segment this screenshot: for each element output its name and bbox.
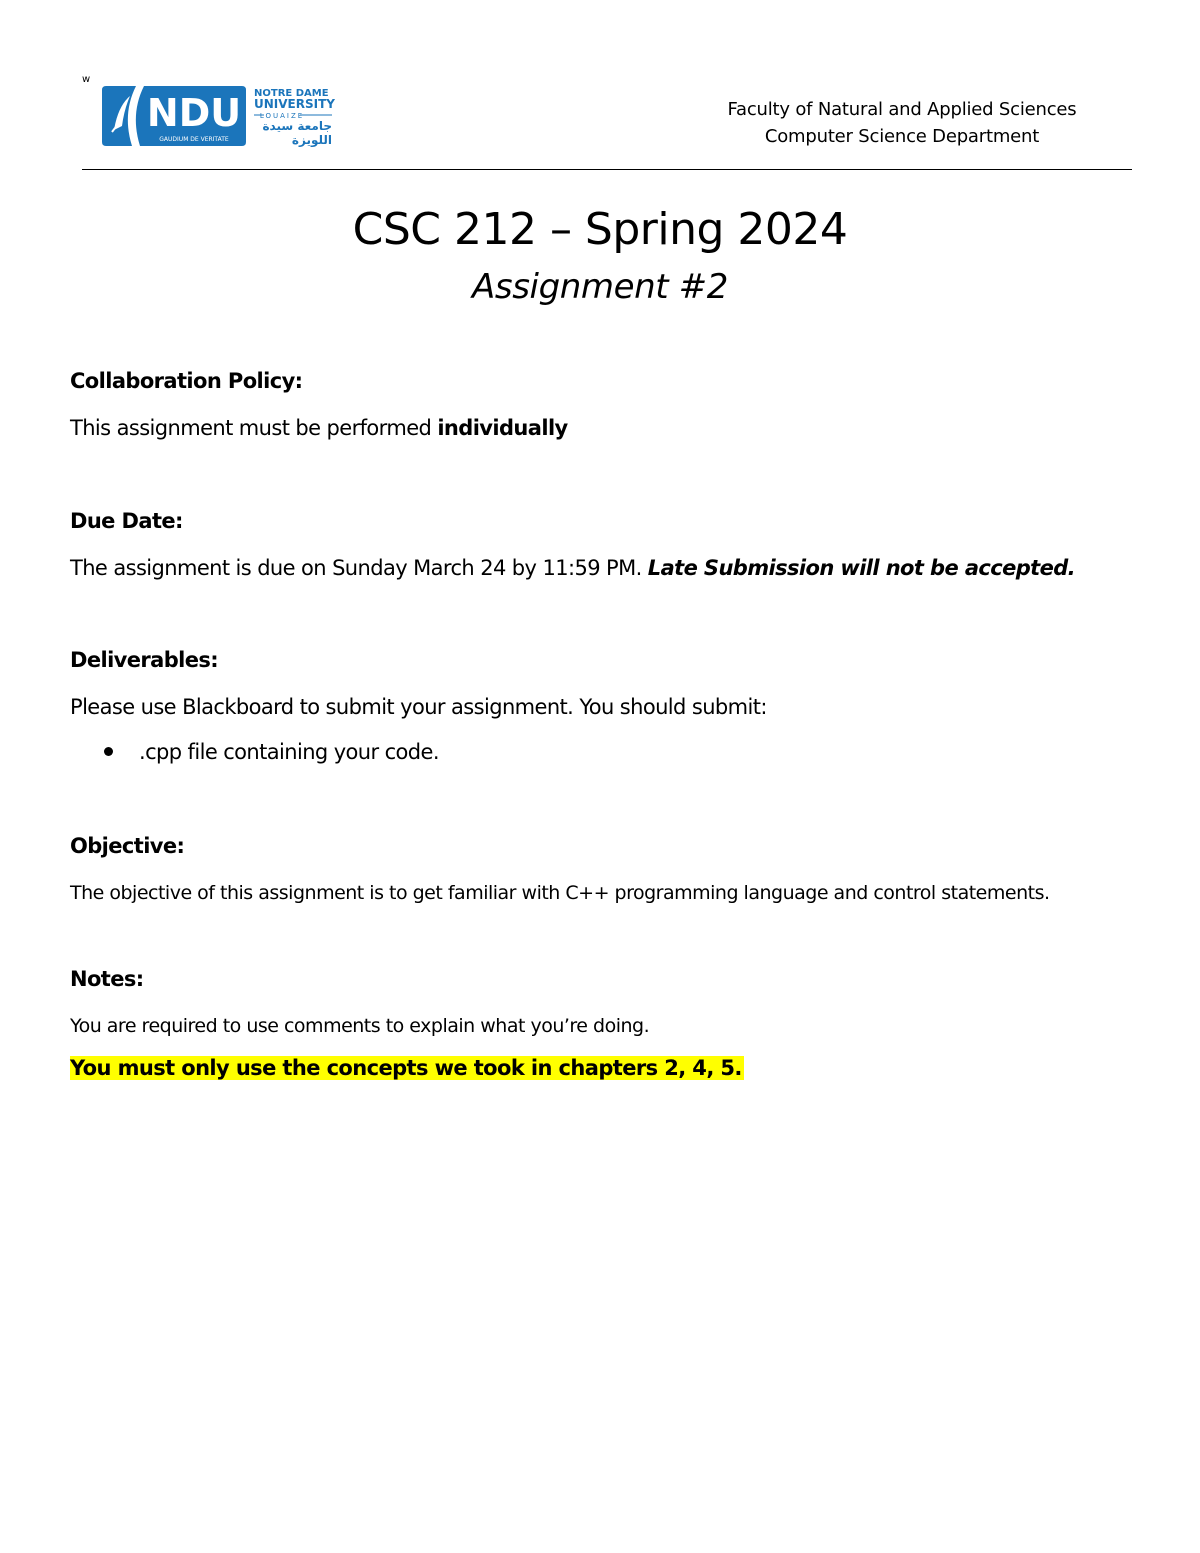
objective-heading: Objective: bbox=[70, 834, 185, 858]
collaboration-emphasis: individually bbox=[437, 416, 568, 440]
notes-highlight-line bbox=[70, 1054, 744, 1082]
notes-text: You are required to use comments to explain what you’re doing. bbox=[70, 1015, 650, 1037]
ndu-logo-graphic bbox=[96, 84, 336, 148]
bullet-icon bbox=[104, 747, 113, 756]
logo-motto: GAUDIUM DE VERITATE bbox=[159, 136, 229, 143]
due-date-text bbox=[70, 554, 1075, 582]
ndu-logo bbox=[96, 84, 336, 148]
header-divider bbox=[82, 169, 1132, 170]
deliverables-heading: Deliverables: bbox=[70, 648, 219, 672]
logo-ndu-text: NDU bbox=[146, 91, 242, 135]
collaboration-body: This assignment must be performed bbox=[70, 416, 438, 440]
faculty-name: Faculty of Natural and Applied Sciences bbox=[727, 99, 1077, 120]
late-submission-warning: Late Submission will not be accepted. bbox=[647, 556, 1076, 580]
due-date-body: The assignment is due on Sunday March 24 by 11:59 PM. bbox=[70, 556, 648, 580]
logo-line2: UNIVERSITY bbox=[254, 97, 335, 111]
collaboration-heading: Collaboration Policy: bbox=[70, 369, 303, 393]
logo-arabic1: جامعة سيدة bbox=[262, 119, 332, 133]
deliverable-item-text: .cpp file containing your code. bbox=[139, 740, 439, 764]
collaboration-text bbox=[70, 414, 568, 442]
logo-line1: NOTRE DAME bbox=[254, 88, 329, 99]
department-name: Computer Science Department bbox=[764, 126, 1040, 147]
assignment-title: Assignment #2 bbox=[472, 267, 728, 307]
objective-text: The objective of this assignment is to get familiar with C++ programming language and control statements. bbox=[70, 882, 1050, 904]
due-date-heading: Due Date: bbox=[70, 509, 183, 533]
logo-arabic2: اللويزة bbox=[291, 133, 332, 147]
deliverable-item bbox=[104, 738, 439, 766]
notes-heading: Notes: bbox=[70, 967, 144, 991]
logo-line3: LOUAIZE bbox=[259, 112, 305, 120]
course-title: CSC 212 – Spring 2024 bbox=[352, 204, 848, 255]
deliverables-text: Please use Blackboard to submit your assignment. You should submit: bbox=[70, 695, 767, 719]
faculty-header bbox=[692, 96, 1112, 150]
chapters-restriction: You must only use the concepts we took in chapters 2, 4, 5. bbox=[70, 1056, 742, 1080]
corner-mark: w bbox=[82, 74, 91, 85]
